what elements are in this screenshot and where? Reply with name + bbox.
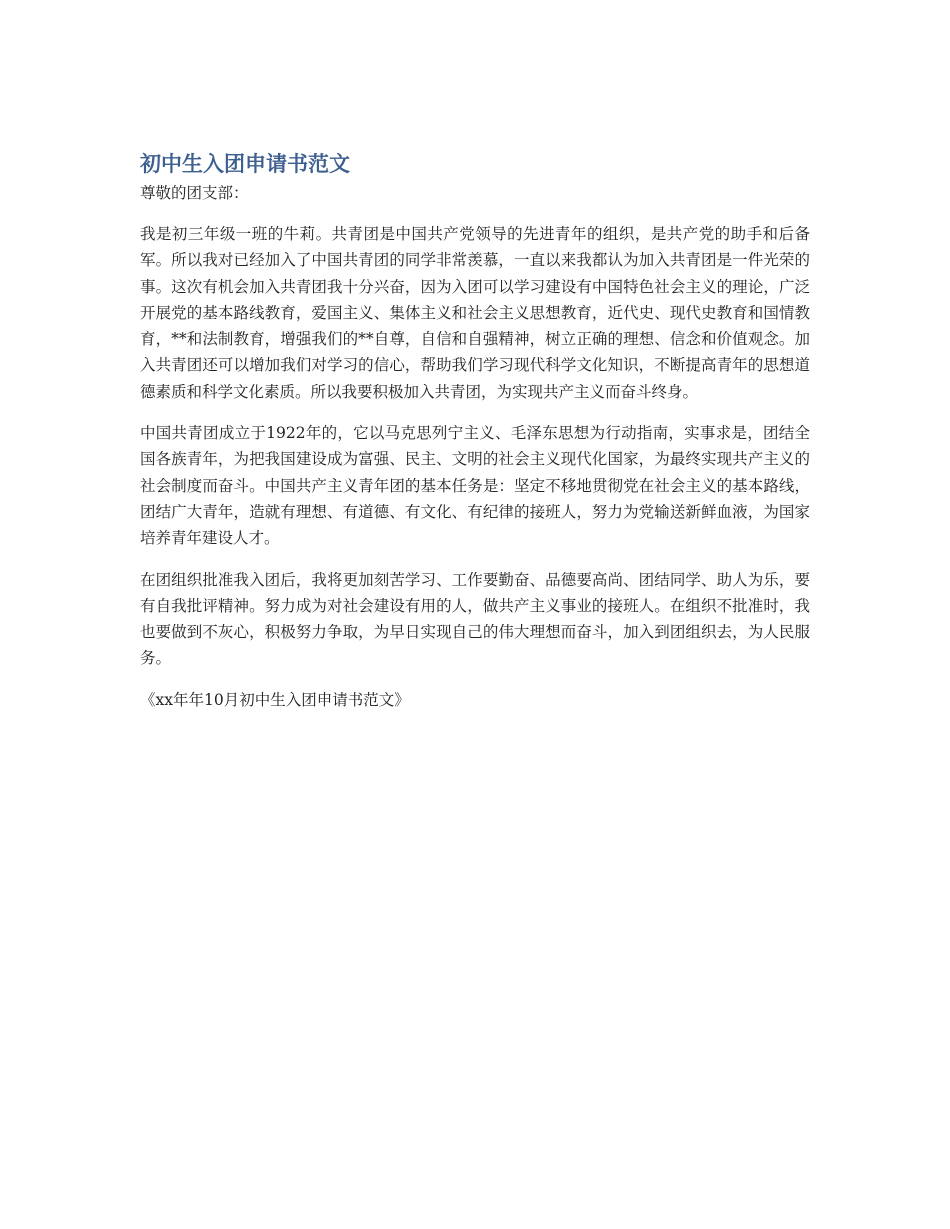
body-paragraph-2: 中国共青团成立于1922年的，它以马克思列宁主义、毛泽东思想为行动指南，实事求是，团结全国各族青年，为把我国建设成为富强、民主、文明的社会主义现代化国家，为最终实现共产主义的社会制度而奋斗。中国共产主义青年团的基本任务是：坚定不移地贯彻党在社会主义的基本路线，团结广大青年，造就有理想、有道德、有文化、有纪律的接班人，努力为党输送新鲜血液，为国家培养青年建设人才。	[140, 424, 810, 548]
document-footer-title: 《xx年年10月初中生入团申请书范文》	[140, 690, 410, 709]
document-title: 初中生入团申请书范文	[140, 152, 350, 176]
document-page	[140, 148, 810, 713]
salutation: 尊敬的团支部：	[140, 184, 249, 202]
body-paragraph-1: 我是初三年级一班的牛莉。共青团是中国共产党领导的先进青年的组织，是共产党的助手和后备军。所以我对已经加入了中国共青团的同学非常羡慕，一直以来我都认为加入共青团是一件光荣的事。这次有机会加入共青团我十分兴奋，因为入团可以学习建设有中国特色社会主义的理论，广泛开展党的基本路线教育，爱国主义、集体主义和社会主义思想教育，近代史、现代史教育和国情教育，**和法制教育，增强我们的**自尊，自信和自强精神，树立正确的理想、信念和价值观念。加入共青团还可以增加我们对学习的信心，帮助我们学习现代科学文化知识，不断提高青年的思想道德素质和科学文化素质。所以我要积极加入共青团，为实现共产主义而奋斗终身。	[140, 225, 810, 401]
body-paragraph-3: 在团组织批准我入团后，我将更加刻苦学习、工作要勤奋、品德要高尚、团结同学、助人为乐，要有自我批评精神。努力成为对社会建设有用的人，做共产主义事业的接班人。在组织不批准时，我也要做到不灰心，积极努力争取，为早日实现自己的伟大理想而奋斗，加入到团组织去，为人民服务。	[140, 570, 810, 668]
